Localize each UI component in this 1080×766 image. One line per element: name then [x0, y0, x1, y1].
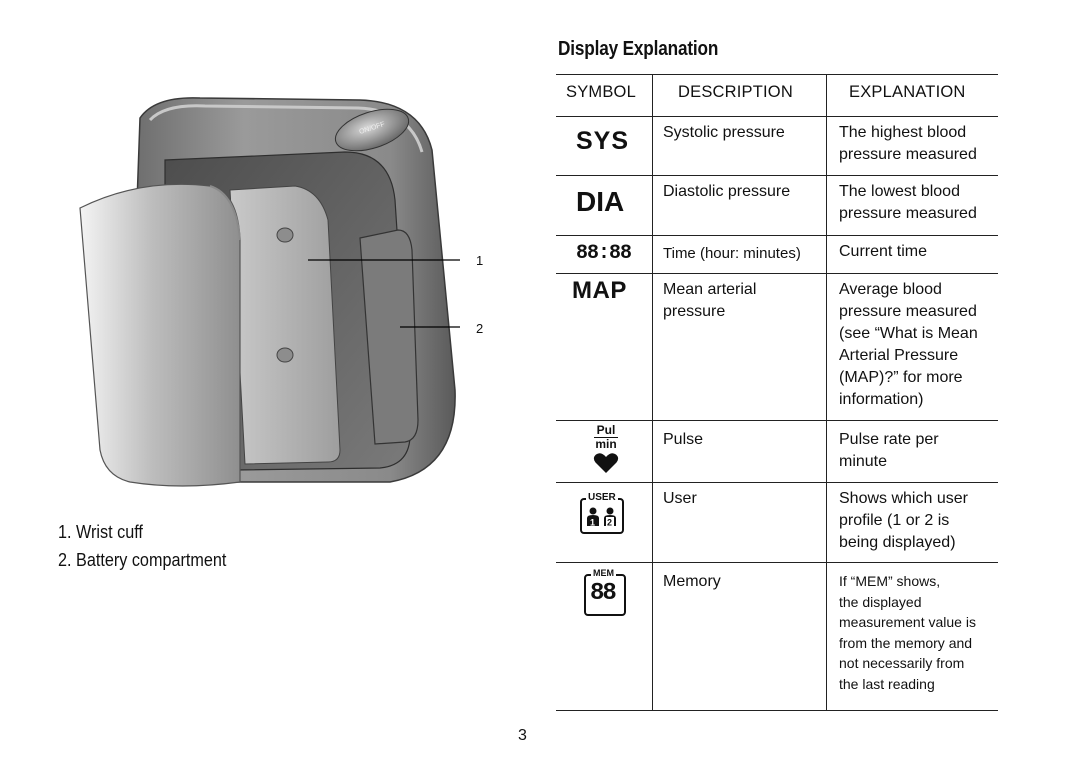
svg-text:2: 2	[607, 517, 613, 527]
table-cell-description: Pulse	[663, 431, 704, 448]
blood-pressure-monitor-illustration	[60, 90, 500, 510]
pulse-label: Pul	[596, 423, 616, 437]
user-label: USER	[588, 492, 616, 503]
table-cell-explanation: If “MEM” shows, the displayed measurement value is from the memory and not necessarily from the last reading	[839, 573, 976, 692]
table-cell-explanation: The highest blood pressure measured	[839, 124, 977, 163]
table-cell-explanation: Pulse rate per minute	[839, 431, 939, 470]
user-profile-icon	[580, 492, 624, 532]
svg-text:ON/OFF: ON/OFF	[358, 121, 386, 136]
table-cell-description: Diastolic pressure	[663, 183, 791, 200]
component-legend	[58, 518, 245, 574]
table-cell-explanation: Average blood pressure measured (see “What is Mean Arterial Pressure (MAP)?” for more information)	[839, 281, 978, 408]
table-cell-explanation: Current time	[839, 243, 928, 260]
section-title: Display Explanation	[558, 38, 719, 60]
memory-digits: 88	[590, 580, 615, 607]
legend-item-wrist-cuff: 1. Wrist cuff	[58, 522, 143, 542]
table-cell-description: Systolic pressure	[663, 124, 785, 141]
sys-symbol: SYS	[576, 127, 630, 155]
table-cell-description: Time (hour: minutes)	[663, 245, 801, 262]
header-symbol: SYMBOL	[566, 83, 636, 101]
pulse-symbol	[586, 424, 626, 479]
header-explanation: EXPLANATION	[849, 83, 966, 101]
map-symbol: MAP	[572, 277, 627, 304]
wrist-cuff	[80, 184, 240, 486]
header-description: DESCRIPTION	[678, 83, 793, 101]
table-cell-description: Memory	[663, 573, 721, 590]
table-cell-explanation: The lowest blood pressure measured	[839, 183, 977, 222]
table-cell-description: Mean arterial pressure	[663, 281, 757, 320]
memory-icon	[584, 568, 628, 616]
pulse-unit: min	[595, 437, 617, 451]
callout-2: 2	[476, 321, 484, 336]
mem-label: MEM	[593, 568, 614, 578]
heart-icon	[593, 452, 619, 474]
legend-item-battery-compartment: 2. Battery compartment	[58, 550, 227, 570]
dia-symbol: DIA	[576, 186, 625, 217]
time-display-symbol: 88:88	[576, 242, 632, 265]
table-cell-explanation: Shows which user profile (1 or 2 is being displayed)	[839, 490, 968, 551]
page-number: 3	[518, 727, 527, 744]
svg-text:1: 1	[590, 517, 596, 527]
callout-1: 1	[476, 253, 484, 268]
table-cell-description: User	[663, 490, 697, 507]
